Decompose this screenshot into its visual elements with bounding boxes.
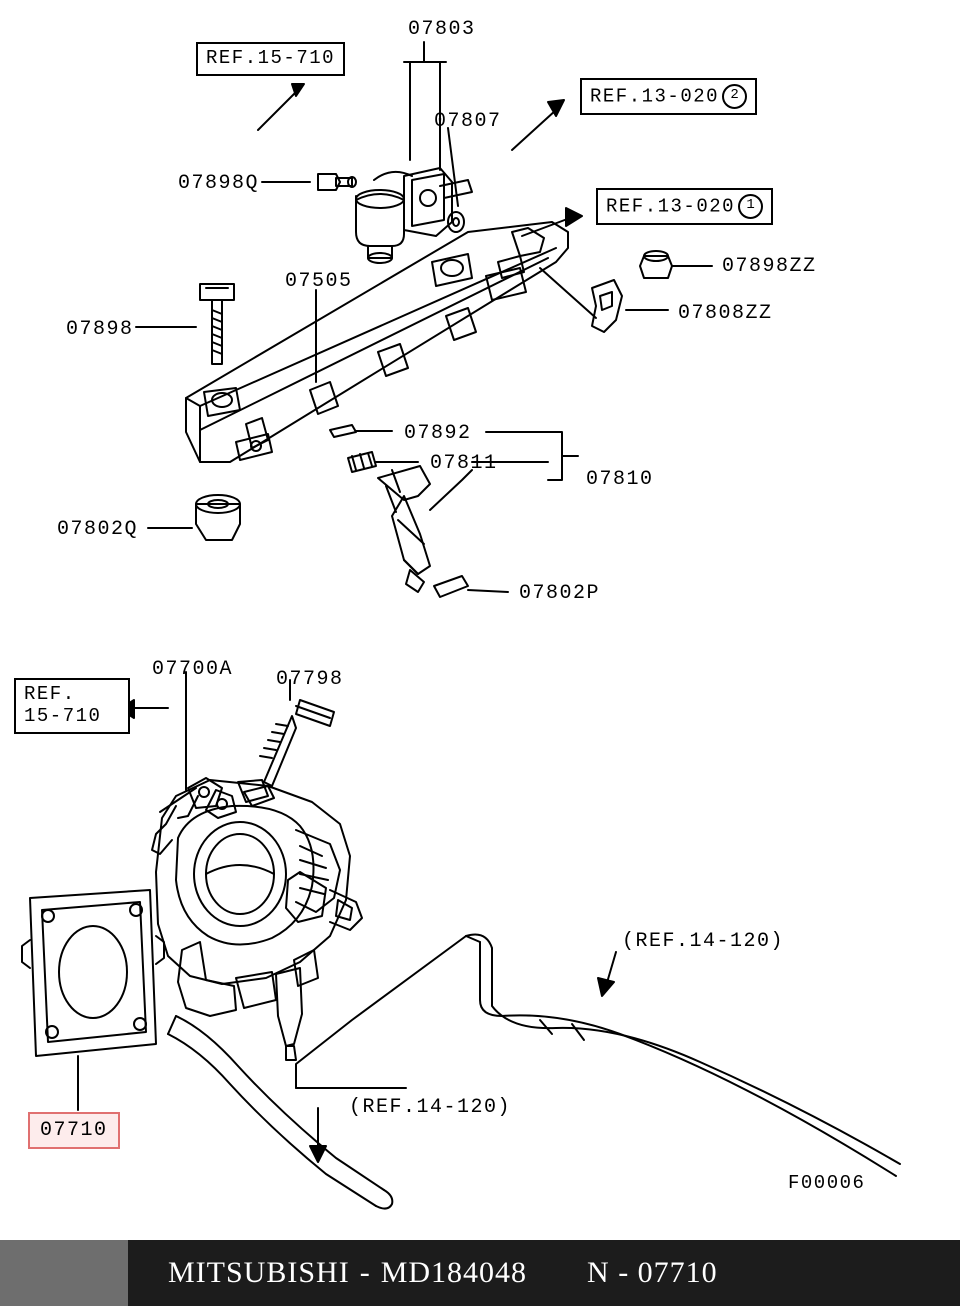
- label-07700A: 07700A: [152, 658, 234, 681]
- ref-box-15-710-bottom-line2: 15-710: [24, 704, 102, 727]
- footer-brand: MITSUBISHI: [168, 1256, 350, 1289]
- label-07505: 07505: [285, 270, 353, 293]
- label-07898: 07898: [66, 318, 134, 341]
- footer-right-label: N - 07710: [587, 1256, 718, 1289]
- ref-box-13-020-1-text: REF.13-020: [606, 195, 736, 218]
- label-07898Q: 07898Q: [178, 172, 260, 195]
- ref-box-15-710-top[interactable]: [196, 42, 345, 76]
- figure-code: F00006: [788, 1172, 866, 1194]
- ref-14-120-left[interactable]: (REF.14-120): [349, 1096, 512, 1119]
- footer-part-number: MD184048: [380, 1256, 528, 1289]
- ref-box-15-710-top-text: REF.15-710: [206, 47, 336, 69]
- label-07802Q: 07802Q: [57, 518, 139, 541]
- label-07898ZZ: 07898ZZ: [722, 255, 817, 278]
- ref-box-13-020-2[interactable]: [580, 78, 757, 115]
- footer-bar: [0, 1240, 960, 1306]
- footer-separator: -: [359, 1256, 371, 1289]
- label-07810: 07810: [586, 468, 654, 491]
- label-07803: 07803: [408, 18, 476, 41]
- highlighted-part-07710[interactable]: 07710: [28, 1112, 120, 1149]
- ref-circle-number-2: 2: [722, 84, 747, 109]
- ref-box-13-020-1[interactable]: [596, 188, 773, 225]
- ref-circle-number-1: 1: [738, 194, 763, 219]
- label-07808ZZ: 07808ZZ: [678, 302, 773, 325]
- ref-box-15-710-bottom[interactable]: [14, 678, 130, 734]
- label-07798: 07798: [276, 668, 344, 691]
- ref-box-15-710-bottom-line1: REF.: [24, 683, 76, 705]
- ref-box-13-020-2-text: REF.13-020: [590, 85, 720, 108]
- label-07892: 07892: [404, 422, 472, 445]
- label-07807: 07807: [434, 110, 502, 133]
- ref-14-120-right[interactable]: (REF.14-120): [622, 930, 785, 953]
- footer-content: [128, 1240, 960, 1306]
- label-07811: 07811: [430, 452, 498, 475]
- label-07802P: 07802P: [519, 582, 601, 605]
